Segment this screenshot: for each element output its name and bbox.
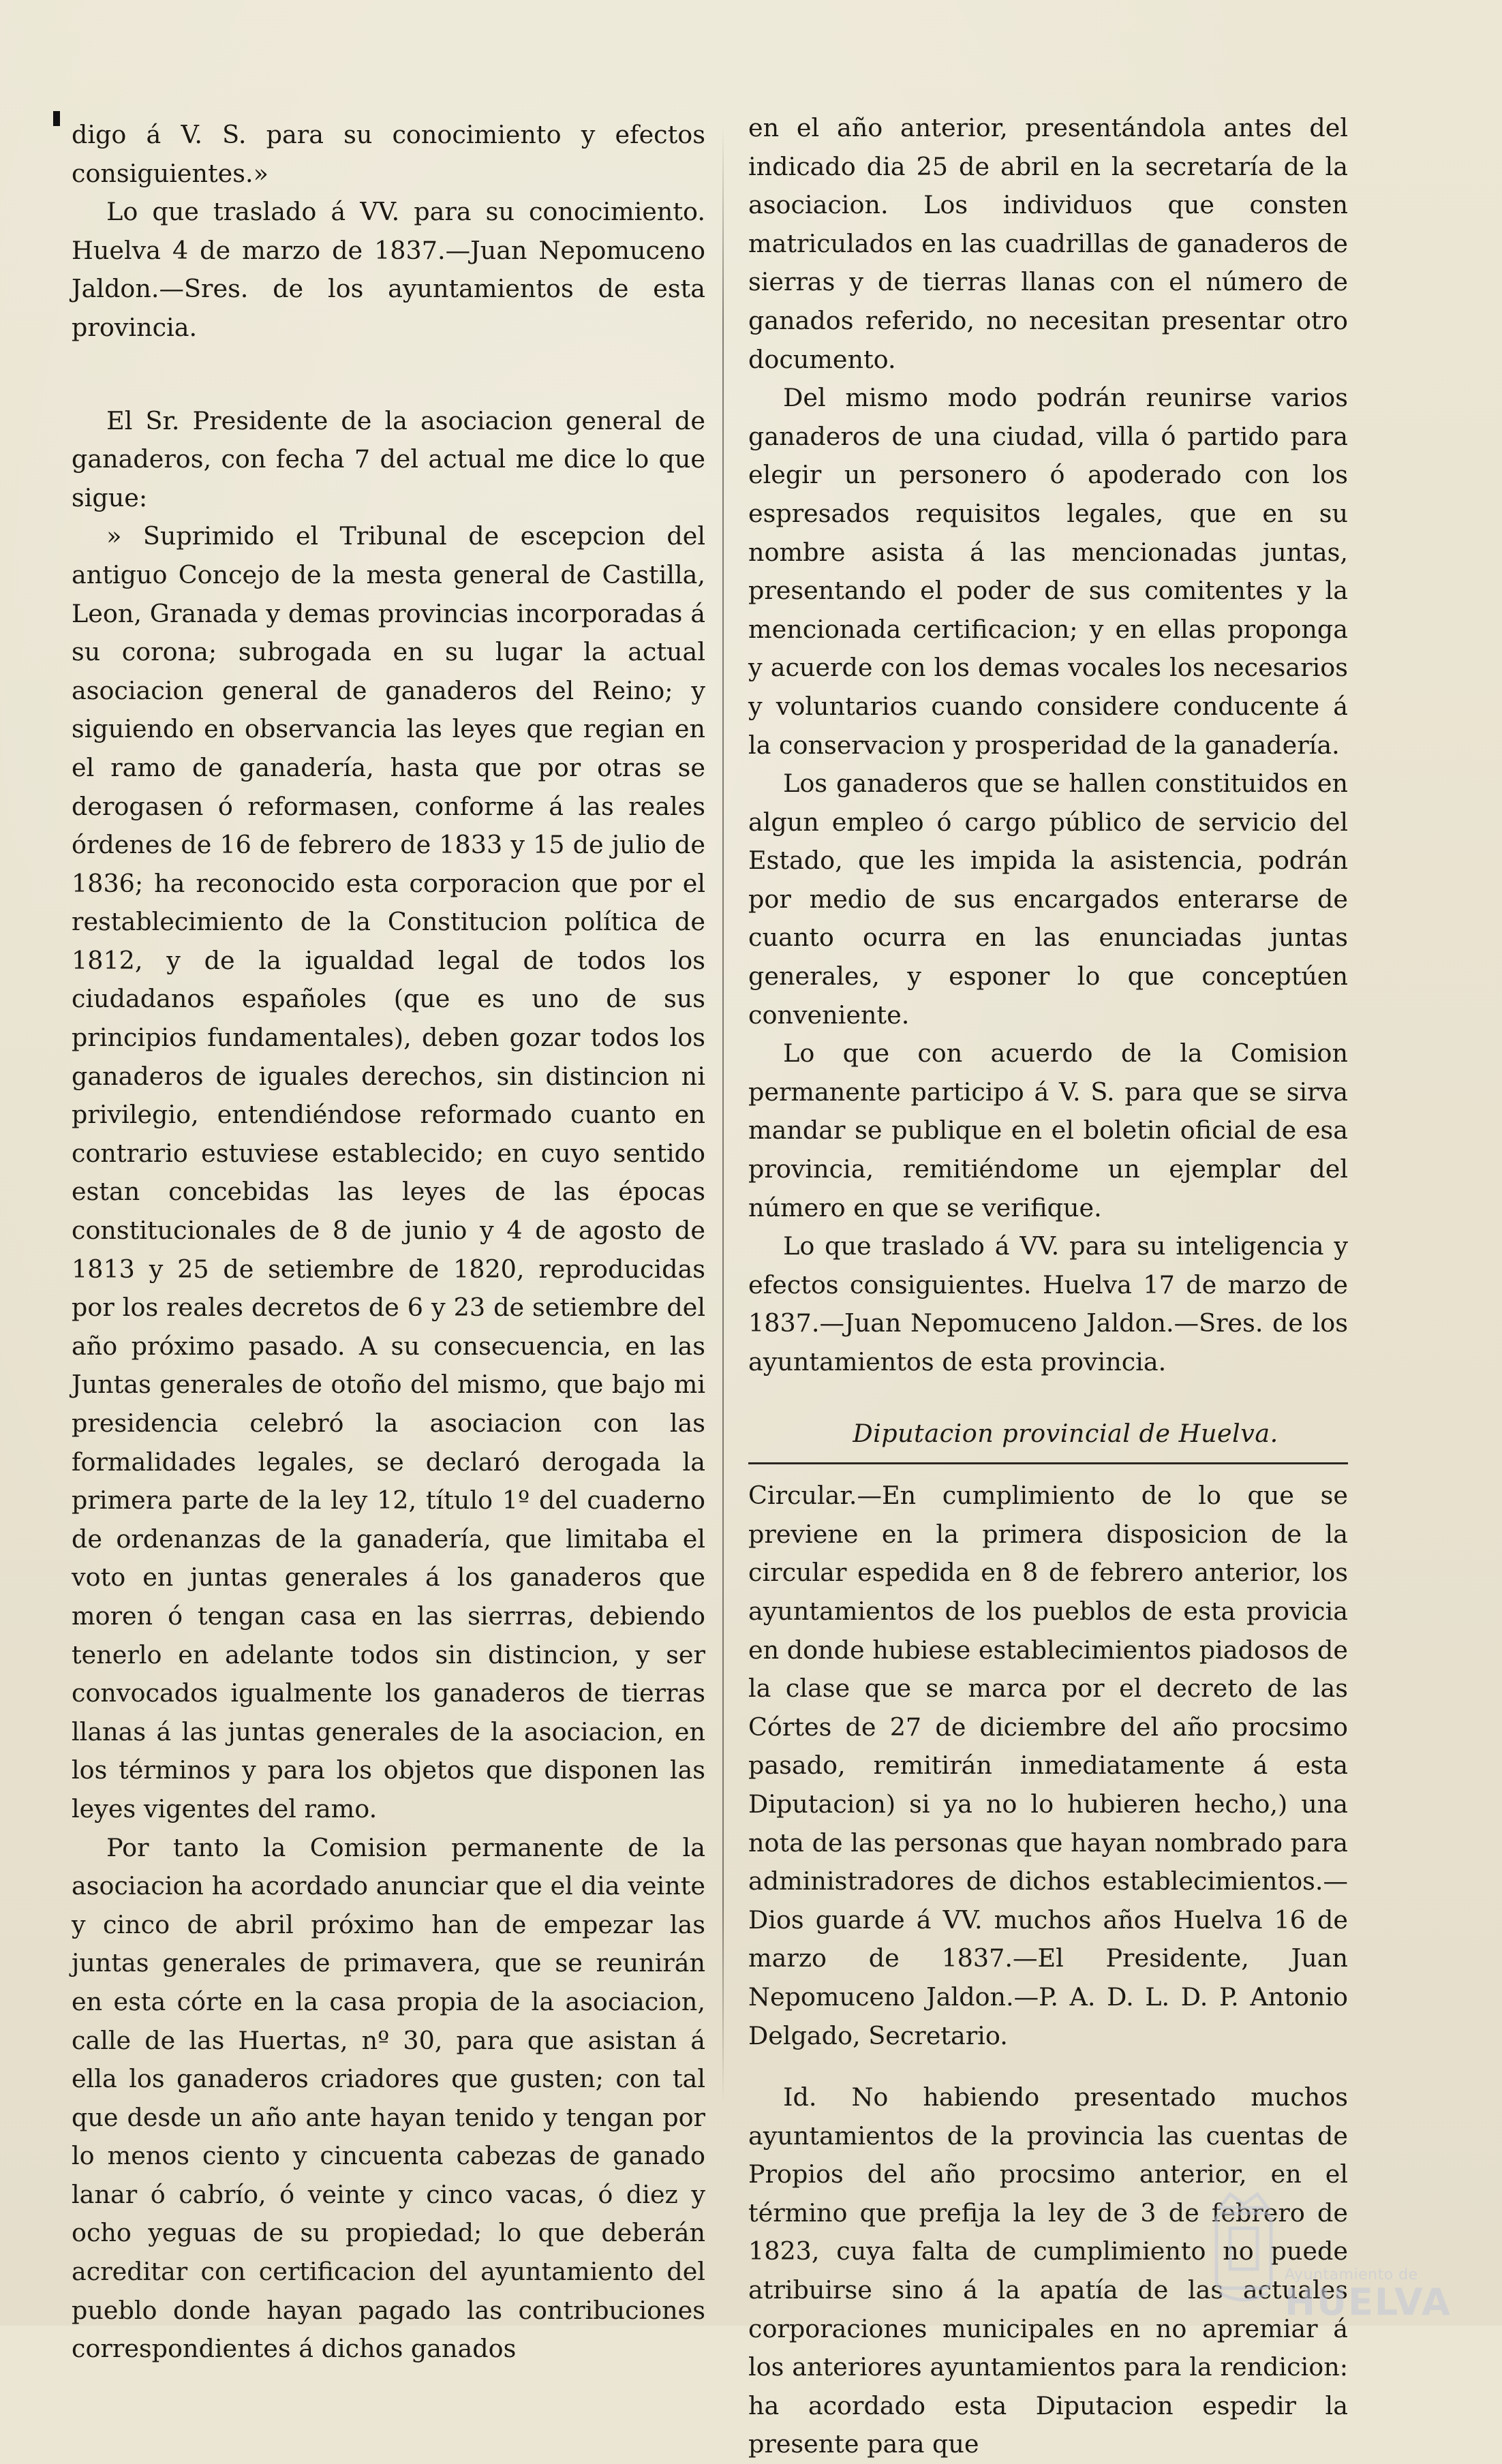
watermark-big-text: HUELVA [1285, 2281, 1452, 2324]
paragraph: Lo que traslado á VV. para su conocimiento. Huelva 4 de marzo de 1837.—Juan Nepomuceno Jaldon.—Sres. de los ayuntamientos de esta provincia. [72, 197, 705, 342]
paragraph: Id. No habiendo presentado muchos ayuntamientos de la provincia las cuentas de Propios del año procsimo anterior, en el término que prefija la ley de 3 de febrero de 1823, cuya falta de cumplimiento no puede atribuirse sino á la apatía de las actuales corporaciones municipales en no apremiar á los anteriores ayuntamientos para la rendicion: ha acordado esta Diputacion espedir la presente para que [748, 2082, 1348, 2459]
paragraph: en el año anterior, presentándola antes del indicado dia 25 de abril en la secretaría de la asociacion. Los individuos que consten matriculados en las cuadrillas de ganaderos de sierras y de tierras llanas con el número de ganados referido, no necesitan presentar otro documento. [748, 113, 1348, 374]
paragraph: El Sr. Presidente de la asociacion general de ganaderos, con fecha 7 del actual me dice lo que sigue: [72, 405, 705, 512]
paragraph: digo á V. S. para su conocimiento y efectos consiguientes.» [72, 120, 705, 188]
corner-mark [53, 111, 60, 126]
watermark-seal [1206, 2181, 1465, 2324]
paragraph: Del mismo modo podrán reunirse varios ganaderos de una ciudad, villa ó partido para elegir un personero ó apoderado con los espresados requisitos legales, que en su nombre asista á las mencionadas juntas, presentando el poder de sus comitentes y la mencionada certificacion; y en ellas proponga y acuerde con los demas vocales los necesarios y voluntarios cuando considere conducente á la conservacion y prosperidad de la ganadería. [748, 383, 1348, 760]
paragraph: Lo que traslado á VV. para su inteligencia y efectos consiguientes. Huelva 17 de marzo de 1837.—Juan Nepomuceno Jaldon.—Sres. de los ayuntamientos de esta provincia. [748, 1231, 1348, 1376]
paragraph: Los ganaderos que se hallen constituidos en algun empleo ó cargo público de servicio del Estado, que les impida la asistencia, podrán por medio de sus encargados enterarse de cuanto ocurra en las enunciadas juntas generales, y esponer lo que conceptúen conveniente. [748, 769, 1348, 1030]
spacer [72, 348, 705, 402]
section-rule [748, 1462, 1348, 1464]
section-heading: Diputacion provincial de Huelva. [853, 1418, 1278, 1448]
crest-icon [1206, 2181, 1281, 2310]
spacer [748, 2055, 1348, 2078]
paragraph: Lo que con acuerdo de la Comision permanente participo á V. S. para que se sirva mandar se publique en el boletin oficial de esa provincia, remitiéndome un ejemplar del número en que se verifique. [748, 1038, 1348, 1222]
left-column [72, 116, 705, 2369]
paragraph: » Suprimido el Tribunal de escepcion del antiguo Concejo de la mesta general de Castilla, Leon, Granada y demas provincias incorporadas á su corona; subrogada en su lugar la actual asociacion general de ganaderos del Reino; y siguiendo en observancia las leyes que regian en el ramo de ganadería, hasta que por otras se derogasen ó reformasen, conforme á las reales órdenes de 16 de febrero de 1833 y 15 de julio de 1836; ha reconocido esta corporacion que por el restablecimiento de la Constitucion política de 1812, y de la igualdad legal de todos los ciudadanos españoles (que es uno de sus principios fundamentales), deben gozar todos los ganaderos de iguales derechos, sin distincion ni privilegio, entendiéndose reformado cuanto en contrario estuviese establecido; en cuyo sentido estan concebidas las leyes de las épocas constitucionales de 8 de junio y 4 de agosto de 1813 y 25 de setiembre de 1820, reproducidas por los reales decretos de 6 y 23 de setiembre del año próximo pasado. A su consecuencia, en las Juntas generales de otoño del mismo, que bajo mi presidencia celebró la asociacion con las formalidades legales, se declaró derogada la primera parte de la ley 12, título 1º del cuaderno de ordenanzas de la ganadería, que limitaba el voto en juntas generales á los ganaderos que moren ó tengan casa en las sierrras, debiendo tenerlo en adelante todos sin distincion, y ser convocados igualmente los ganaderos de tierras llanas á las juntas generales de la asociacion, en los términos y para los objetos que disponen las leyes vigentes del ramo. [72, 521, 705, 1823]
right-column [748, 109, 1348, 2464]
watermark-small-text: Ayuntamiento de [1285, 2266, 1418, 2283]
paragraph: Circular.—En cumplimiento de lo que se previene en la primera disposicion de la circular espedida en 8 de febrero anterior, los ayuntamientos de los pueblos de esta provicia en donde hubiese establecimientos piadosos de la clase que se marca por el decreto de las Córtes de 27 de diciembre del año procsimo pasado, remitirán inmediatamente á esta Diputacion) si ya no lo hubieren hecho,) una nota de las personas que hayan nombrado para administradores de dichos establecimientos.—Dios guarde á VV. muchos años Huelva 16 de marzo de 1837.—El Presidente, Juan Nepomuceno Jaldon.—P. A. D. L. D. P. Antonio Delgado, Secretario. [748, 1481, 1348, 2050]
paragraph: Por tanto la Comision permanente de la asociacion ha acordado anunciar que el dia veinte y cinco de abril próximo han de empezar las juntas generales de primavera, que se reunirán en esta córte en la casa propia de la asociacion, calle de las Huertas, nº 30, para que asistan á ella los ganaderos criadores que gusten; con tal que desde un año ante hayan tenido y tengan por lo menos ciento y cincuenta cabezas de ganado lanar ó cabrío, ó veinte y cinco vacas, ó diez y ocho yeguas de su propiedad; lo que deberán acreditar con certificacion del ayuntamiento del pueblo donde hayan pagado las contribuciones correspondientes á dichos ganados [72, 1832, 705, 2364]
column-divider [722, 126, 724, 2102]
spacer [748, 1382, 1348, 1415]
